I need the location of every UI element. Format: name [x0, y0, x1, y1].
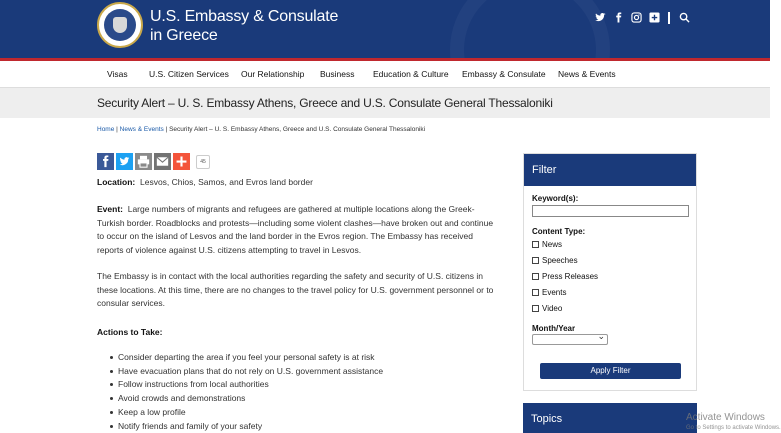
content-type-video-checkbox[interactable]	[532, 304, 562, 313]
nav-item-us-citizen-services[interactable]: U.S. Citizen Services	[149, 69, 229, 79]
nav-item-business[interactable]: Business	[320, 69, 355, 79]
checkbox-box[interactable]	[532, 257, 539, 264]
page-title: Security Alert – U. S. Embassy Athens, Greece and U.S. Consulate General Thessaloniki	[97, 96, 553, 110]
event-label: Event:	[97, 204, 123, 214]
instagram-icon[interactable]	[630, 12, 642, 24]
eagle-icon	[104, 9, 136, 41]
share-count: 45	[196, 155, 210, 169]
breadcrumb-current: Security Alert – U. S. Embassy Athens, Greece and U.S. Consulate General Thessaloniki	[169, 126, 426, 133]
nav-item-education-culture[interactable]: Education & Culture	[373, 69, 449, 79]
nav-item-visas[interactable]: Visas	[107, 69, 128, 79]
facebook-icon[interactable]	[612, 12, 624, 24]
list-item: Keep a low profile	[110, 406, 490, 420]
list-item: Notify friends and family of your safety	[110, 420, 490, 433]
checkbox-label: Video	[542, 304, 563, 313]
brand-line-1: U.S. Embassy & Consulate	[150, 8, 339, 25]
content-type-speeches-checkbox[interactable]	[532, 256, 578, 265]
share-bar	[97, 153, 210, 170]
embassy-seal-logo[interactable]	[97, 2, 143, 48]
month-year-select[interactable]	[532, 334, 608, 345]
list-item: Consider departing the area if you feel your personal safety is at risk	[110, 351, 490, 365]
checkbox-label: Events	[542, 288, 567, 297]
breadcrumb-home-link[interactable]: Home	[97, 126, 115, 133]
main-nav	[0, 61, 770, 87]
content-type-label: Content Type:	[532, 227, 586, 236]
checkbox-box[interactable]	[532, 289, 539, 296]
print-icon[interactable]	[135, 153, 152, 170]
page-title-band	[0, 87, 770, 118]
search-icon[interactable]	[678, 12, 690, 24]
keyword-input[interactable]	[532, 205, 689, 217]
list-item: Avoid crowds and demonstrations	[110, 392, 490, 406]
site-header	[0, 0, 770, 58]
twitter-icon[interactable]	[594, 12, 606, 24]
checkbox-label: News	[542, 240, 563, 249]
actions-list	[110, 351, 490, 433]
location-label: Location:	[97, 177, 136, 187]
checkbox-label: Press Releases	[542, 272, 599, 281]
month-year-label: Month/Year	[532, 324, 576, 333]
brand-line-2: in Greece	[150, 27, 218, 44]
embassy-contact-paragraph: The Embassy is in contact with the local authorities regarding the safety and security of U.S. citizens in these locations. At this time, there are no changes to the travel policy for U.S. government personnel or to consular services.	[97, 271, 494, 308]
nav-item-our-relationship[interactable]: Our Relationship	[241, 69, 305, 79]
apply-filter-button[interactable]: Apply Filter	[540, 363, 681, 379]
filter-heading: Filter	[524, 154, 696, 186]
activate-windows-title: Activate Windows	[686, 412, 765, 423]
email-icon[interactable]	[154, 153, 171, 170]
breadcrumb-separator: |	[165, 126, 168, 133]
list-item: Follow instructions from local authorities	[110, 378, 490, 392]
actions-heading	[97, 326, 497, 340]
event-text: Large numbers of migrants and refugees are gathered at multiple locations along the Greek-Turkish border. Roadblocks and protests—including some violent clashes—have broken out and continue to occur on the island of Lesvos and the land border in the Evros region. The Embassy has received reports of violence against U.S. citizens attempting to travel in Lesvos.	[97, 204, 494, 255]
social-links	[594, 12, 690, 24]
breadcrumb-news-events-link[interactable]: News & Events	[119, 126, 164, 133]
topics-heading: Topics	[523, 403, 697, 433]
checkbox-label: Speeches	[542, 256, 578, 265]
content-type-events-checkbox[interactable]	[532, 288, 566, 297]
actions-heading-text: Actions to Take:	[97, 327, 163, 337]
header-divider	[668, 12, 670, 24]
checkbox-box[interactable]	[532, 241, 539, 248]
checkbox-box[interactable]	[532, 305, 539, 312]
facebook-share-icon[interactable]	[97, 153, 114, 170]
checkbox-box[interactable]	[532, 273, 539, 280]
flickr-icon[interactable]	[648, 12, 660, 24]
list-item: Have evacuation plans that do not rely on U.S. government assistance	[110, 365, 490, 379]
content-type-news-checkbox[interactable]	[532, 240, 562, 249]
activate-windows-subtitle: Go to Settings to activate Windows.	[686, 425, 781, 431]
twitter-share-icon[interactable]	[116, 153, 133, 170]
keyword-label: Keyword(s):	[532, 194, 579, 203]
nav-item-embassy-consulate[interactable]: Embassy & Consulate	[462, 69, 546, 79]
breadcrumb-separator: |	[116, 126, 118, 133]
nav-item-news-events[interactable]: News & Events	[558, 69, 616, 79]
filter-panel	[523, 153, 697, 391]
site-brand[interactable]	[150, 7, 338, 45]
event-paragraph	[97, 203, 497, 257]
breadcrumb	[97, 126, 425, 133]
location-text: Lesvos, Chios, Samos, and Evros land border	[139, 177, 313, 187]
share-more-icon[interactable]	[173, 153, 190, 170]
location-paragraph	[97, 176, 497, 190]
content-type-press-releases-checkbox[interactable]	[532, 272, 598, 281]
